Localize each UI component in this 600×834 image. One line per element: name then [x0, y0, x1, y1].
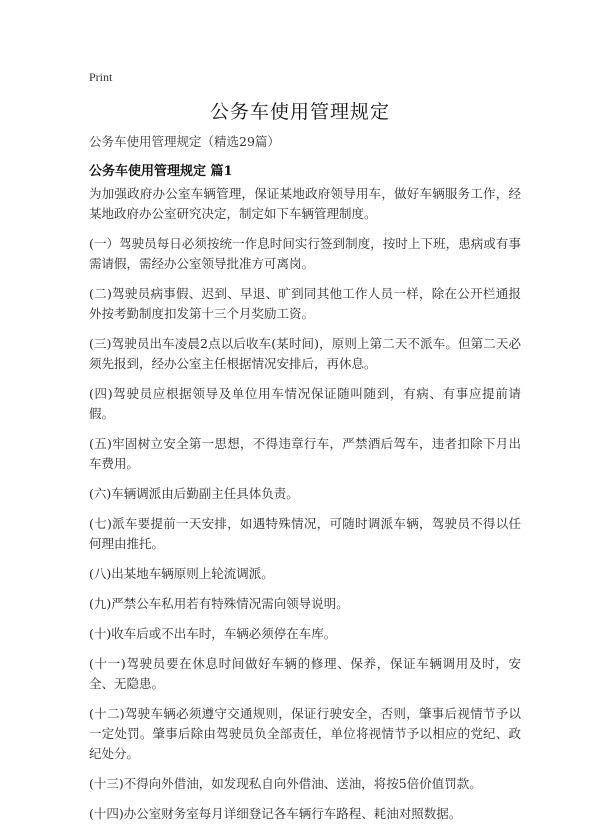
page-title: 公务车使用管理规定 [209, 101, 390, 123]
paragraph-rule-7: (七)派车要提前一天安排，如遇特殊情况，可随时调派车辆，驾驶员不得以任何理由推托。 [89, 516, 521, 551]
document-subtitle: 公务车使用管理规定（精选29篇） [89, 134, 280, 149]
paragraph-rule-9: (九)严禁公车私用若有特殊情况需向领导说明。 [89, 596, 349, 611]
paragraph-rule-6: (六)车辆调派由后勤副主任具体负责。 [89, 486, 299, 501]
paragraph-rule-12: (十二)驾驶车辆必须遵守交通规则，保证行驶安全，否则，肇事后视情节予以一定处罚。肇事后除由驾驶员负全部责任，单位将视情节予以相应的党纪、政纪处分。 [89, 706, 521, 761]
paragraph-rule-10: (十)收车后或不出车时，车辆必须停在车库。 [89, 626, 337, 641]
paragraph-rule-3: (三)驾驶员出车凌晨2点以后收车(某时间)，原则上第二天不派车。但第二天必须先报到，经办公室主任根据情况安排后，再休息。 [89, 336, 521, 371]
paragraph-rule-5: (五)牢固树立安全第一思想，不得违章行车，严禁酒后驾车，违者扣除下月出车费用。 [89, 436, 521, 471]
paragraph-rule-13: (十三)不得向外借油，如发现私自向外借油、送油，将按5倍价值罚款。 [89, 776, 482, 791]
paragraph-rule-2: (二)驾驶员病事假、迟到、早退、旷到同其他工作人员一样，除在公开栏通报外按考勤制度扣发第十三个月奖励工资。 [89, 286, 521, 321]
paragraph-rule-8: (八)出某地车辆原则上轮流调派。 [89, 566, 274, 581]
document-body [89, 184, 521, 834]
paragraph-rule-1: (一）驾驶员每日必须按统一作息时间实行签到制度，按时上下班，患病或有事需请假，需经办公室领导批准方可离岗。 [89, 236, 521, 271]
paragraph-intro: 为加强政府办公室车辆管理，保证某地政府领导用车，做好车辆服务工作，经某地政府办公室研究决定，制定如下车辆管理制度。 [89, 186, 521, 221]
paragraph-rule-14: (十四)办公室财务室每月详细登记各车辆行车路程、耗油对照数据。 [89, 806, 462, 821]
paragraph-rule-11: (十一)驾驶员要在休息时间做好车辆的修理、保养，保证车辆调用及时，安全、无隐患。 [89, 656, 521, 691]
section-heading: 公务车使用管理规定 篇1 [89, 164, 233, 179]
paragraph-rule-4: (四)驾驶员应根据领导及单位用车情况保证随叫随到，有病、有事应提前请假。 [89, 386, 521, 421]
print-link[interactable]: Print [89, 70, 113, 84]
